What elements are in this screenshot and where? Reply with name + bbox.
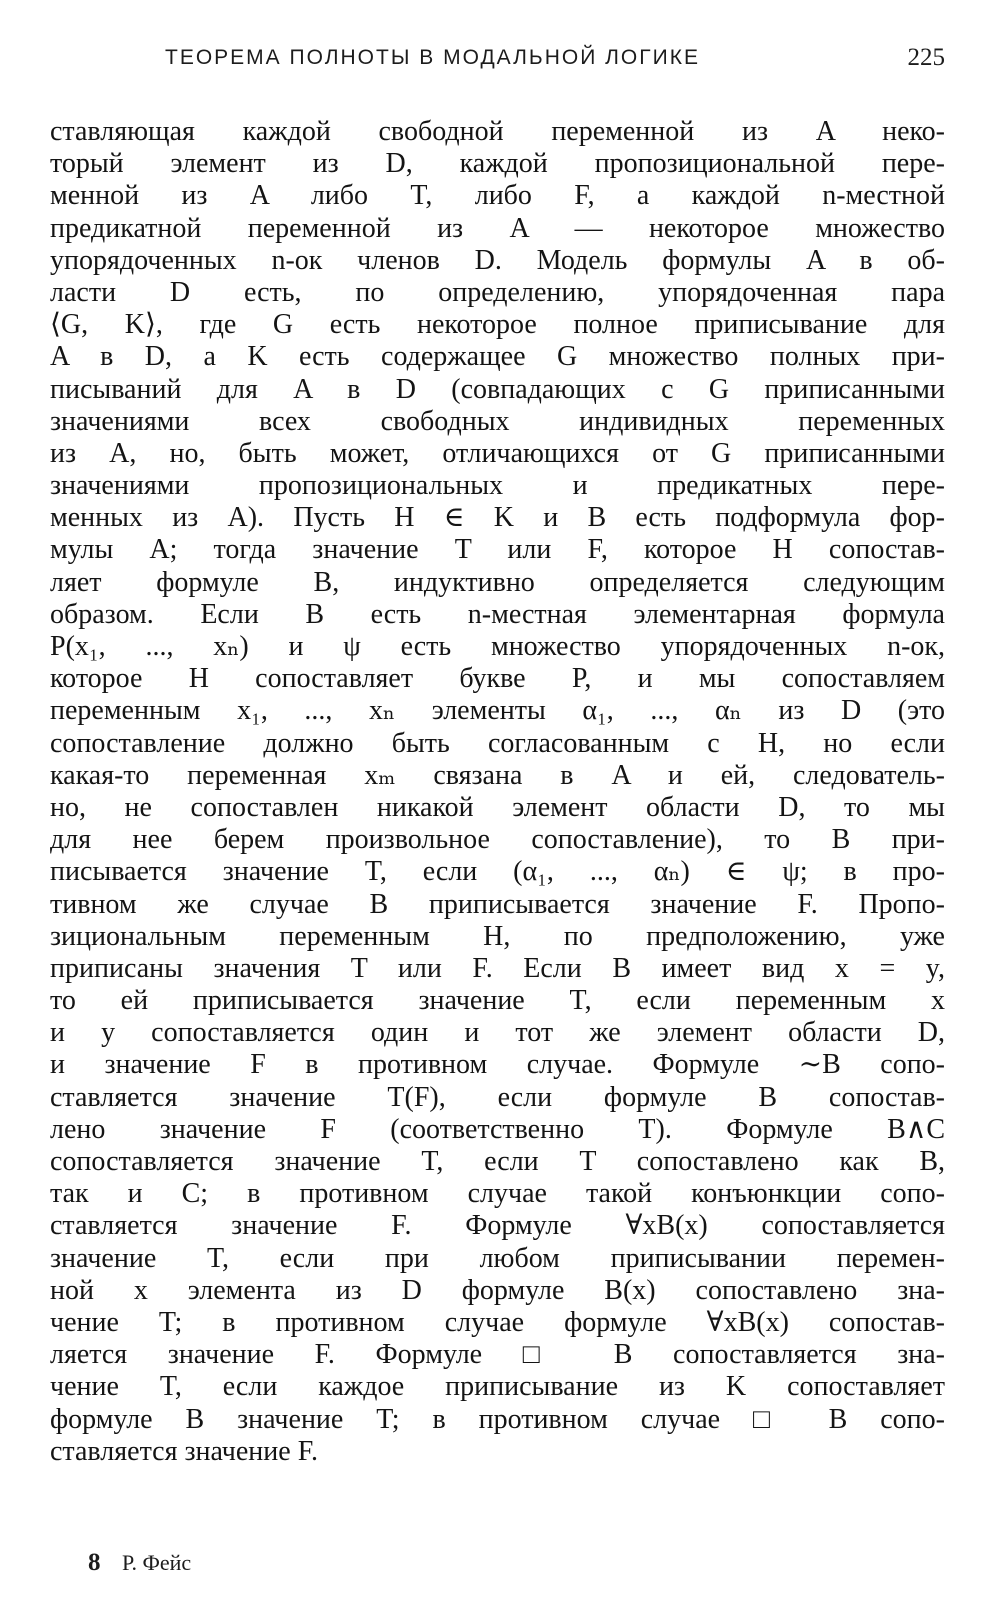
- text-line: ласти D есть, по определению, упорядоченная пара: [50, 276, 945, 308]
- text-line: торый элемент из D, каждой пропозициональной пере-: [50, 148, 945, 180]
- body-text: [50, 116, 945, 1468]
- text-line: для нее берем произвольное сопоставление), то B при-: [50, 824, 945, 856]
- text-line: менной из A либо T, либо F, а каждой n-местной: [50, 180, 945, 212]
- text-line: приписаны значения T или F. Если B имеет вид x = y,: [50, 952, 945, 984]
- text-line: мулы A; тогда значение T или F, которое H сопостав-: [50, 534, 945, 566]
- text-line: так и C; в противном случае такой конъюнкции сопо-: [50, 1178, 945, 1210]
- text-line: тивном же случае B приписывается значение F. Пропо-: [50, 888, 945, 920]
- text-line: из A, но, быть может, отличающихся от G приписанными: [50, 437, 945, 469]
- page-header: [50, 46, 945, 80]
- text-line: писывается значение T, если (α₁, ..., αₙ) ∈ ψ; в про-: [50, 856, 945, 888]
- text-line: формуле B значение T; в противном случае □ B сопо-: [50, 1403, 945, 1435]
- text-line: переменным x₁, ..., xₙ элементы α₁, ..., αₙ из D (это: [50, 695, 945, 727]
- text-line: чение T; в противном случае формуле ∀xB(x) сопостав-: [50, 1306, 945, 1338]
- text-line: то ей приписывается значение T, если переменным x: [50, 985, 945, 1017]
- signature-number: 8: [88, 1549, 101, 1576]
- text-line: предикатной переменной из A — некоторое множество: [50, 212, 945, 244]
- text-line: ⟨G, K⟩, где G есть некоторое полное приписывание для: [50, 309, 945, 341]
- text-line: P(x₁, ..., xₙ) и ψ есть множество упорядоченных n-ок,: [50, 631, 945, 662]
- text-line: зициональным переменным H, по предположению, уже: [50, 920, 945, 952]
- text-line: которое H сопоставляет букве P, и мы сопоставляем: [50, 663, 945, 695]
- text-line: менных из A). Пусть H ∈ K и B есть подформула фор-: [50, 502, 945, 534]
- text-line: ставляющая каждой свободной переменной из A неко-: [50, 116, 945, 147]
- text-line: образом. Если B есть n-местная элементарная формула: [50, 598, 945, 630]
- text-line: чение T, если каждое приписывание из K сопоставляет: [50, 1371, 945, 1403]
- text-line: ставляется значение T(F), если формуле B сопостав-: [50, 1081, 945, 1113]
- text-line: ляет формуле B, индуктивно определяется следующим: [50, 566, 945, 598]
- text-line: значениями всех свободных индивидных переменных: [50, 405, 945, 437]
- text-line: и значение F в противном случае. Формуле ∼B сопо-: [50, 1049, 945, 1081]
- text-line: упорядоченных n-ок членов D. Модель формулы A в об-: [50, 244, 945, 276]
- running-title: ТЕОРЕМА ПОЛНОТЫ В МОДАЛЬНОЙ ЛОГИКЕ: [165, 46, 700, 69]
- text-line: какая-то переменная xₘ связана в A и ей, следователь-: [50, 759, 945, 791]
- signature-author: Р. Фейс: [122, 1550, 192, 1575]
- text-line: но, не сопоставлен никакой элемент области D, то мы: [50, 791, 945, 823]
- text-line: сопоставление должно быть согласованным с H, но если: [50, 727, 945, 759]
- text-line: сопоставляется значение T, если T сопоставлено как B,: [50, 1146, 945, 1177]
- text-line: значение T, если при любом приписывании перемен-: [50, 1242, 945, 1274]
- text-line: A в D, а K есть содержащее G множество полных при-: [50, 341, 945, 373]
- text-line: и y сопоставляется один и тот же элемент области D,: [50, 1017, 945, 1049]
- text-line: ной x элемента из D формуле B(x) сопоставлено зна-: [50, 1274, 945, 1306]
- signature-mark: [88, 1549, 191, 1577]
- page-number: 225: [907, 44, 945, 71]
- text-line: ставляется значение F.: [50, 1435, 319, 1467]
- text-line: значениями пропозициональных и предикатных пере-: [50, 470, 945, 502]
- text-line: ляется значение F. Формуле □ B сопоставляется зна-: [50, 1339, 945, 1371]
- text-line: лено значение F (соответственно T). Формуле B∧C: [50, 1113, 945, 1145]
- text-line: ставляется значение F. Формуле ∀xB(x) сопоставляется: [50, 1210, 945, 1242]
- text-line: писываний для A в D (совпадающих с G приписанными: [50, 373, 945, 405]
